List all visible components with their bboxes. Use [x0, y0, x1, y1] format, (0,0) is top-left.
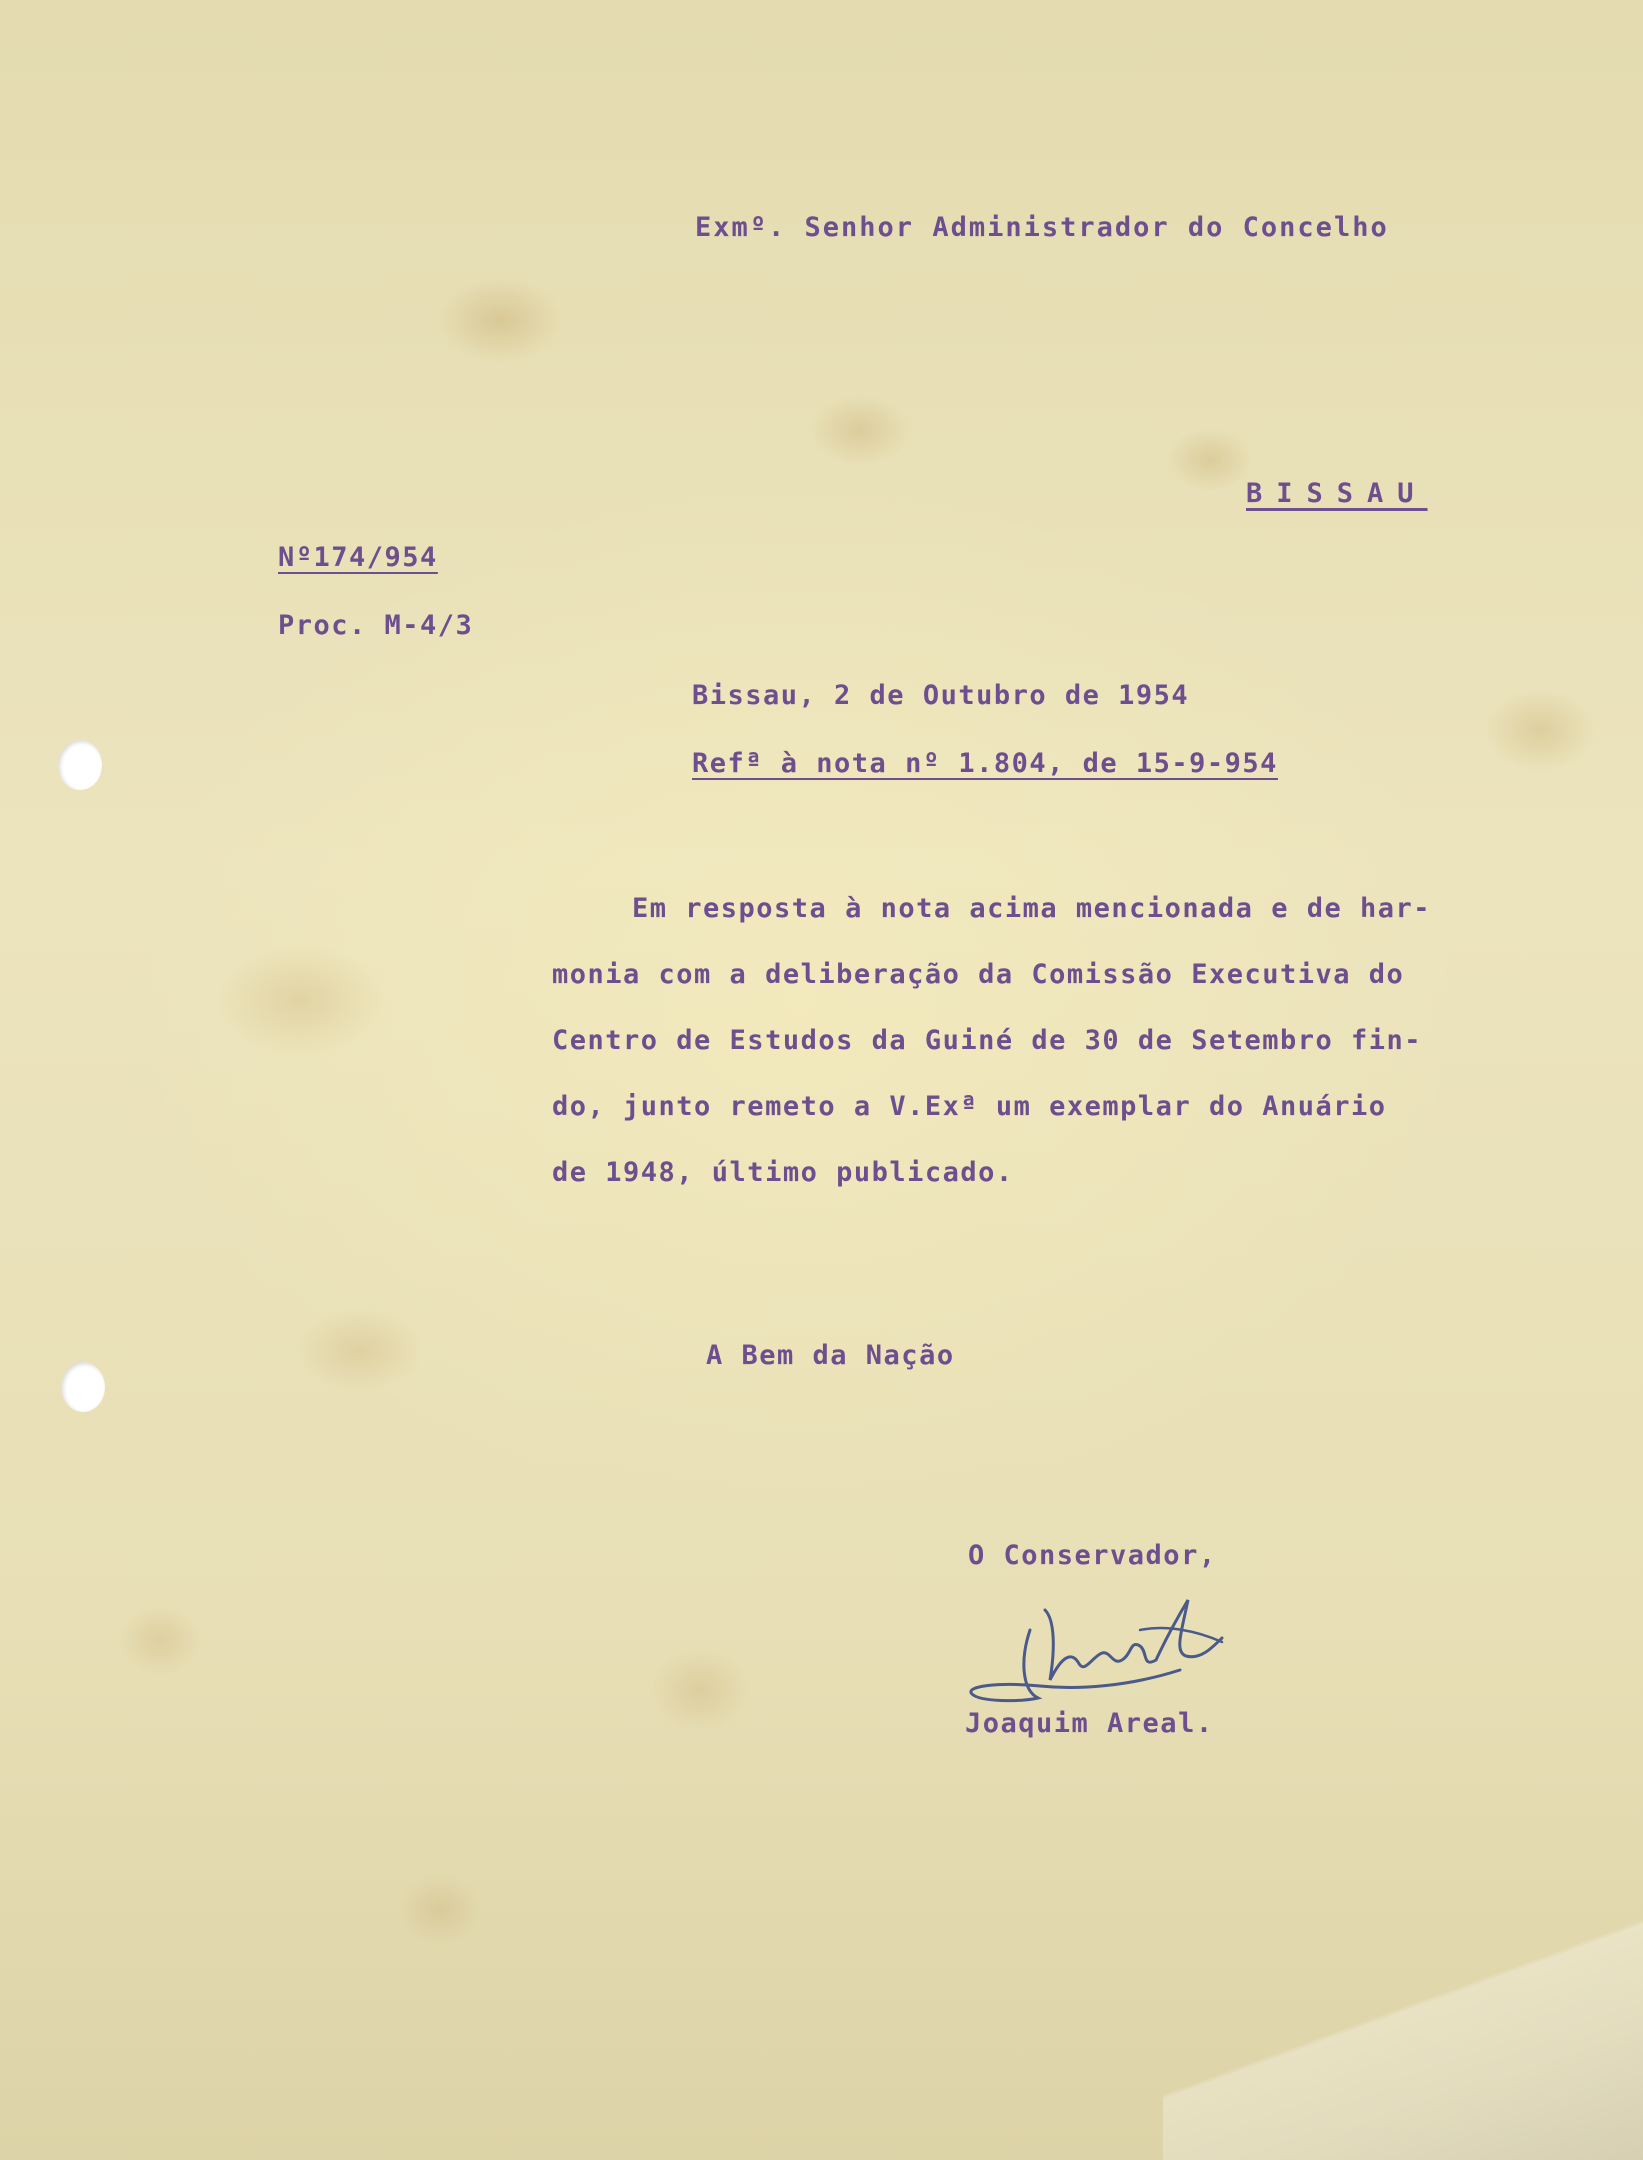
city-heading: BISSAU: [1246, 478, 1428, 509]
body-line: monia com a deliberação da Comissão Executiva do: [552, 959, 1405, 990]
body-line: de 1948, último publicado.: [552, 1157, 1014, 1188]
signatory-name: Joaquim Areal.: [965, 1708, 1214, 1739]
body-line: Em resposta à nota acima mencionada e de har-: [632, 893, 1431, 924]
paper-fold: [1163, 1800, 1643, 2160]
letter-date: Bissau, 2 de Outubro de 1954: [692, 680, 1190, 711]
addressee: Exmº. Senhor Administrador do Concelho: [695, 212, 1389, 243]
punch-hole-bottom: [61, 1362, 105, 1412]
reference-number: Nº174/954: [278, 542, 438, 573]
letter-body: [552, 876, 1552, 1206]
body-line: Centro de Estudos da Guiné de 30 de Setembro fin-: [552, 1025, 1423, 1056]
handwritten-signature: [960, 1590, 1240, 1720]
reference-note: Refª à nota nº 1.804, de 15-9-954: [692, 748, 1278, 779]
signatory-role: O Conservador,: [968, 1540, 1217, 1571]
closing-salutation: A Bem da Nação: [706, 1340, 955, 1371]
process-number: Proc. M-4/3: [278, 610, 474, 641]
punch-hole-top: [58, 740, 102, 790]
body-line: do, junto remeto a V.Exª um exemplar do Anuário: [552, 1091, 1387, 1122]
